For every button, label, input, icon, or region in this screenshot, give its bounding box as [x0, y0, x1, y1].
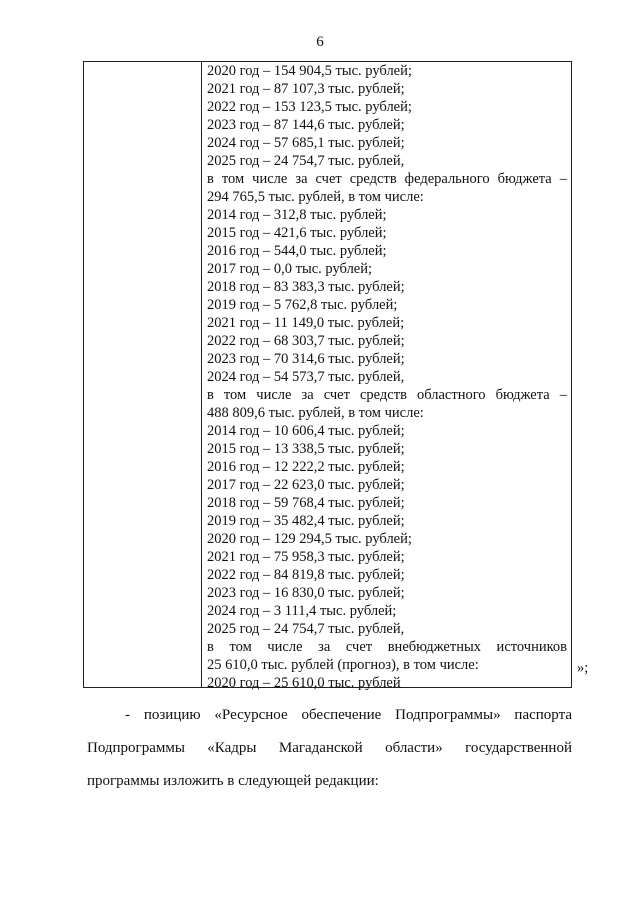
- table-line: 2019 год – 35 482,4 тыс. рублей;: [207, 513, 405, 529]
- table-line: 2020 год – 154 904,5 тыс. рублей;: [207, 63, 412, 79]
- table-line: 2022 год – 68 303,7 тыс. рублей;: [207, 333, 405, 349]
- page-number: 6: [316, 34, 324, 50]
- table-line: 488 809,6 тыс. рублей, в том числе:: [207, 405, 424, 421]
- closing-quote: »;: [577, 660, 589, 676]
- table-line: 2016 год – 12 222,2 тыс. рублей;: [207, 459, 405, 475]
- table-line: 2021 год – 11 149,0 тыс. рублей;: [207, 315, 405, 331]
- table-line: 25 610,0 тыс. рублей (прогноз), в том числе:: [207, 657, 479, 673]
- table-line: 2023 год – 87 144,6 тыс. рублей;: [207, 117, 405, 133]
- table-line: 2017 год – 22 623,0 тыс. рублей;: [207, 477, 405, 493]
- table-column-divider: [201, 62, 202, 687]
- table-line: 2018 год – 59 768,4 тыс. рублей;: [207, 495, 405, 511]
- table-line: 2018 год – 83 383,3 тыс. рублей;: [207, 279, 405, 295]
- table-line: 2020 год – 129 294,5 тыс. рублей;: [207, 531, 412, 547]
- table-line: 2017 год – 0,0 тыс. рублей;: [207, 261, 373, 277]
- table-text-cell: [207, 62, 567, 692]
- table-line: 2021 год – 75 958,3 тыс. рублей;: [207, 549, 405, 565]
- table-line: в том числе за счет средств областного бюджета –: [207, 387, 567, 403]
- table-line: в том числе за счет внебюджетных источников: [207, 639, 567, 655]
- table-line: 2019 год – 5 762,8 тыс. рублей;: [207, 297, 398, 313]
- table-line: 2014 год – 10 606,4 тыс. рублей;: [207, 423, 405, 439]
- paragraph-line: Подпрограммы «Кадры Магаданской области» государственной: [87, 740, 572, 756]
- table-line: 2022 год – 84 819,8 тыс. рублей;: [207, 567, 405, 583]
- paragraph-line: программы изложить в следующей редакции:: [87, 773, 379, 789]
- table-line: 2025 год – 24 754,7 тыс. рублей,: [207, 621, 405, 637]
- table-line: 2015 год – 421,6 тыс. рублей;: [207, 225, 387, 241]
- table-line: 2024 год – 57 685,1 тыс. рублей;: [207, 135, 405, 151]
- table-line: 294 765,5 тыс. рублей, в том числе:: [207, 189, 424, 205]
- table-line: 2023 год – 70 314,6 тыс. рублей;: [207, 351, 405, 367]
- resource-table: [83, 61, 572, 691]
- table-line: 2015 год – 13 338,5 тыс. рублей;: [207, 441, 405, 457]
- table-line: 2022 год – 153 123,5 тыс. рублей;: [207, 99, 412, 115]
- table-line: 2023 год – 16 830,0 тыс. рублей;: [207, 585, 405, 601]
- table-line: 2014 год – 312,8 тыс. рублей;: [207, 207, 387, 223]
- table-line: 2021 год – 87 107,3 тыс. рублей;: [207, 81, 405, 97]
- table-line: 2024 год – 54 573,7 тыс. рублей,: [207, 369, 405, 385]
- table-line: 2025 год – 24 754,7 тыс. рублей,: [207, 153, 405, 169]
- table-line: в том числе за счет средств федерального бюджета –: [207, 171, 567, 187]
- paragraph-line: - позицию «Ресурсное обеспечение Подпрограммы» паспорта: [125, 707, 572, 723]
- table-line: 2020 год – 25 610,0 тыс. рублей: [207, 675, 401, 691]
- table-line: 2016 год – 544,0 тыс. рублей;: [207, 243, 387, 259]
- table-line: 2024 год – 3 111,4 тыс. рублей;: [207, 603, 397, 619]
